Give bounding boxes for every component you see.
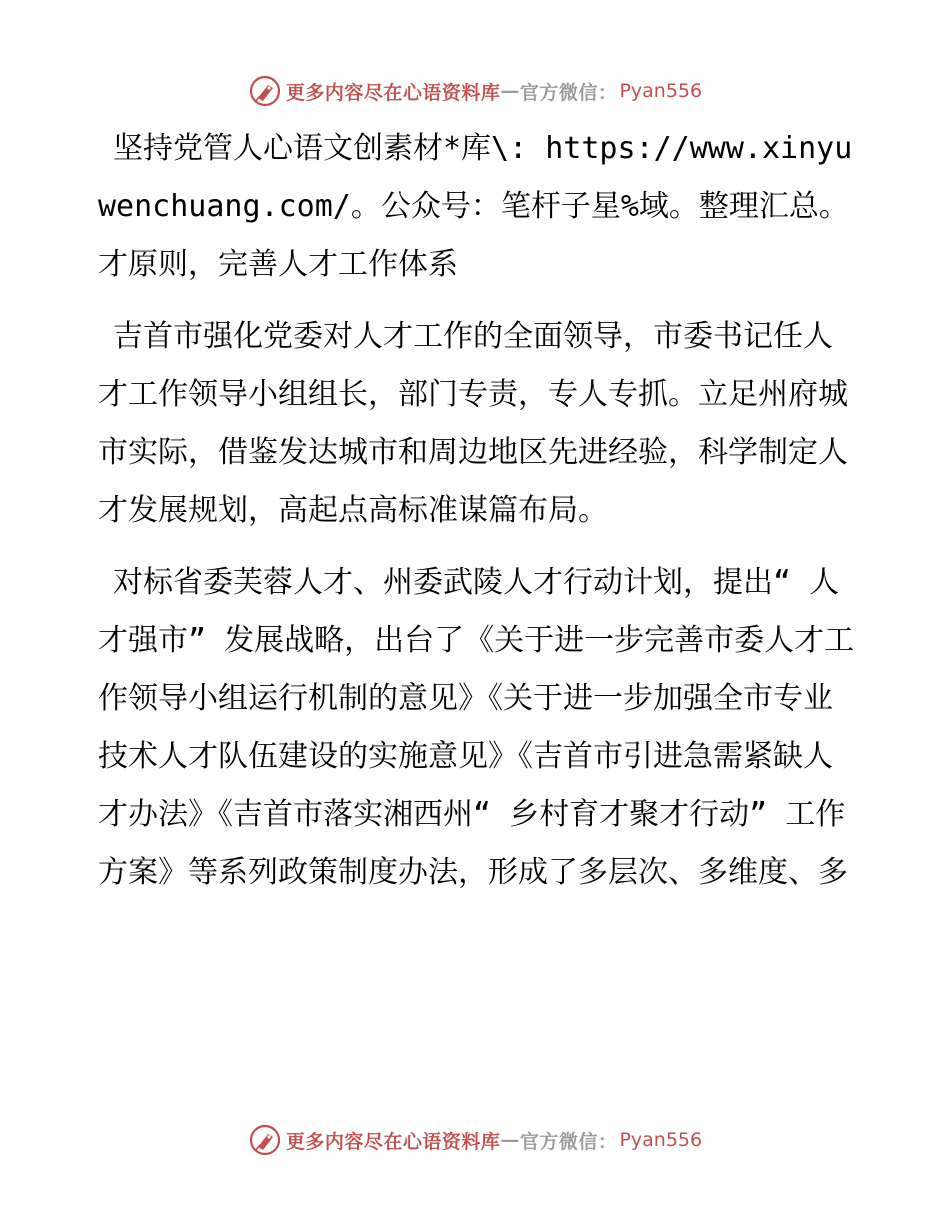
document-body: [98, 120, 858, 916]
banner-account: Pyan556: [619, 1129, 703, 1151]
banner-prefix: 更多内容尽在心语资料库: [285, 81, 501, 104]
banner-dash: —: [500, 80, 520, 102]
banner-label: 官方微信：: [519, 81, 618, 104]
banner-label: 官方微信：: [519, 1130, 618, 1153]
paragraph: 坚持党管人心语文创素材*库\: https://www.xinyuwenchuang.com/。公众号：笔杆子星%域。整理汇总。才原则，完善人才工作体系: [98, 131, 853, 282]
pen-nib-logo-icon: [248, 1123, 282, 1157]
header-banner: [0, 71, 950, 111]
paragraph: 吉首市强化党委对人才工作的全面领导，市委书记任人才工作领导小组组长，部门专责，专人专抓。立足州府城市实际，借鉴发达城市和周边地区先进经验，科学制定人才发展规划，高起点高标准谋篇布局。: [98, 319, 848, 528]
banner-prefix: 更多内容尽在心语资料库: [285, 1130, 501, 1153]
banner-dash: —: [500, 1129, 520, 1151]
pen-nib-logo-icon: [248, 74, 282, 108]
banner-account: Pyan556: [619, 80, 703, 102]
paragraph: 对标省委芙蓉人才、州委武陵人才行动计划，提出“ 人才强市” 发展战略，出台了《关于进一步完善市委人才工作领导小组运行机制的意见》《关于进一步加强全市专业技术人才队伍建设的实施意见》《吉首市引进急需紧缺人才办法》《吉首市落实湘西州“ 乡村育才聚才行动” 工作方案》等系列政策制度办法，形成了多层次、多维度、多: [98, 565, 855, 890]
footer-banner: [0, 1120, 950, 1160]
